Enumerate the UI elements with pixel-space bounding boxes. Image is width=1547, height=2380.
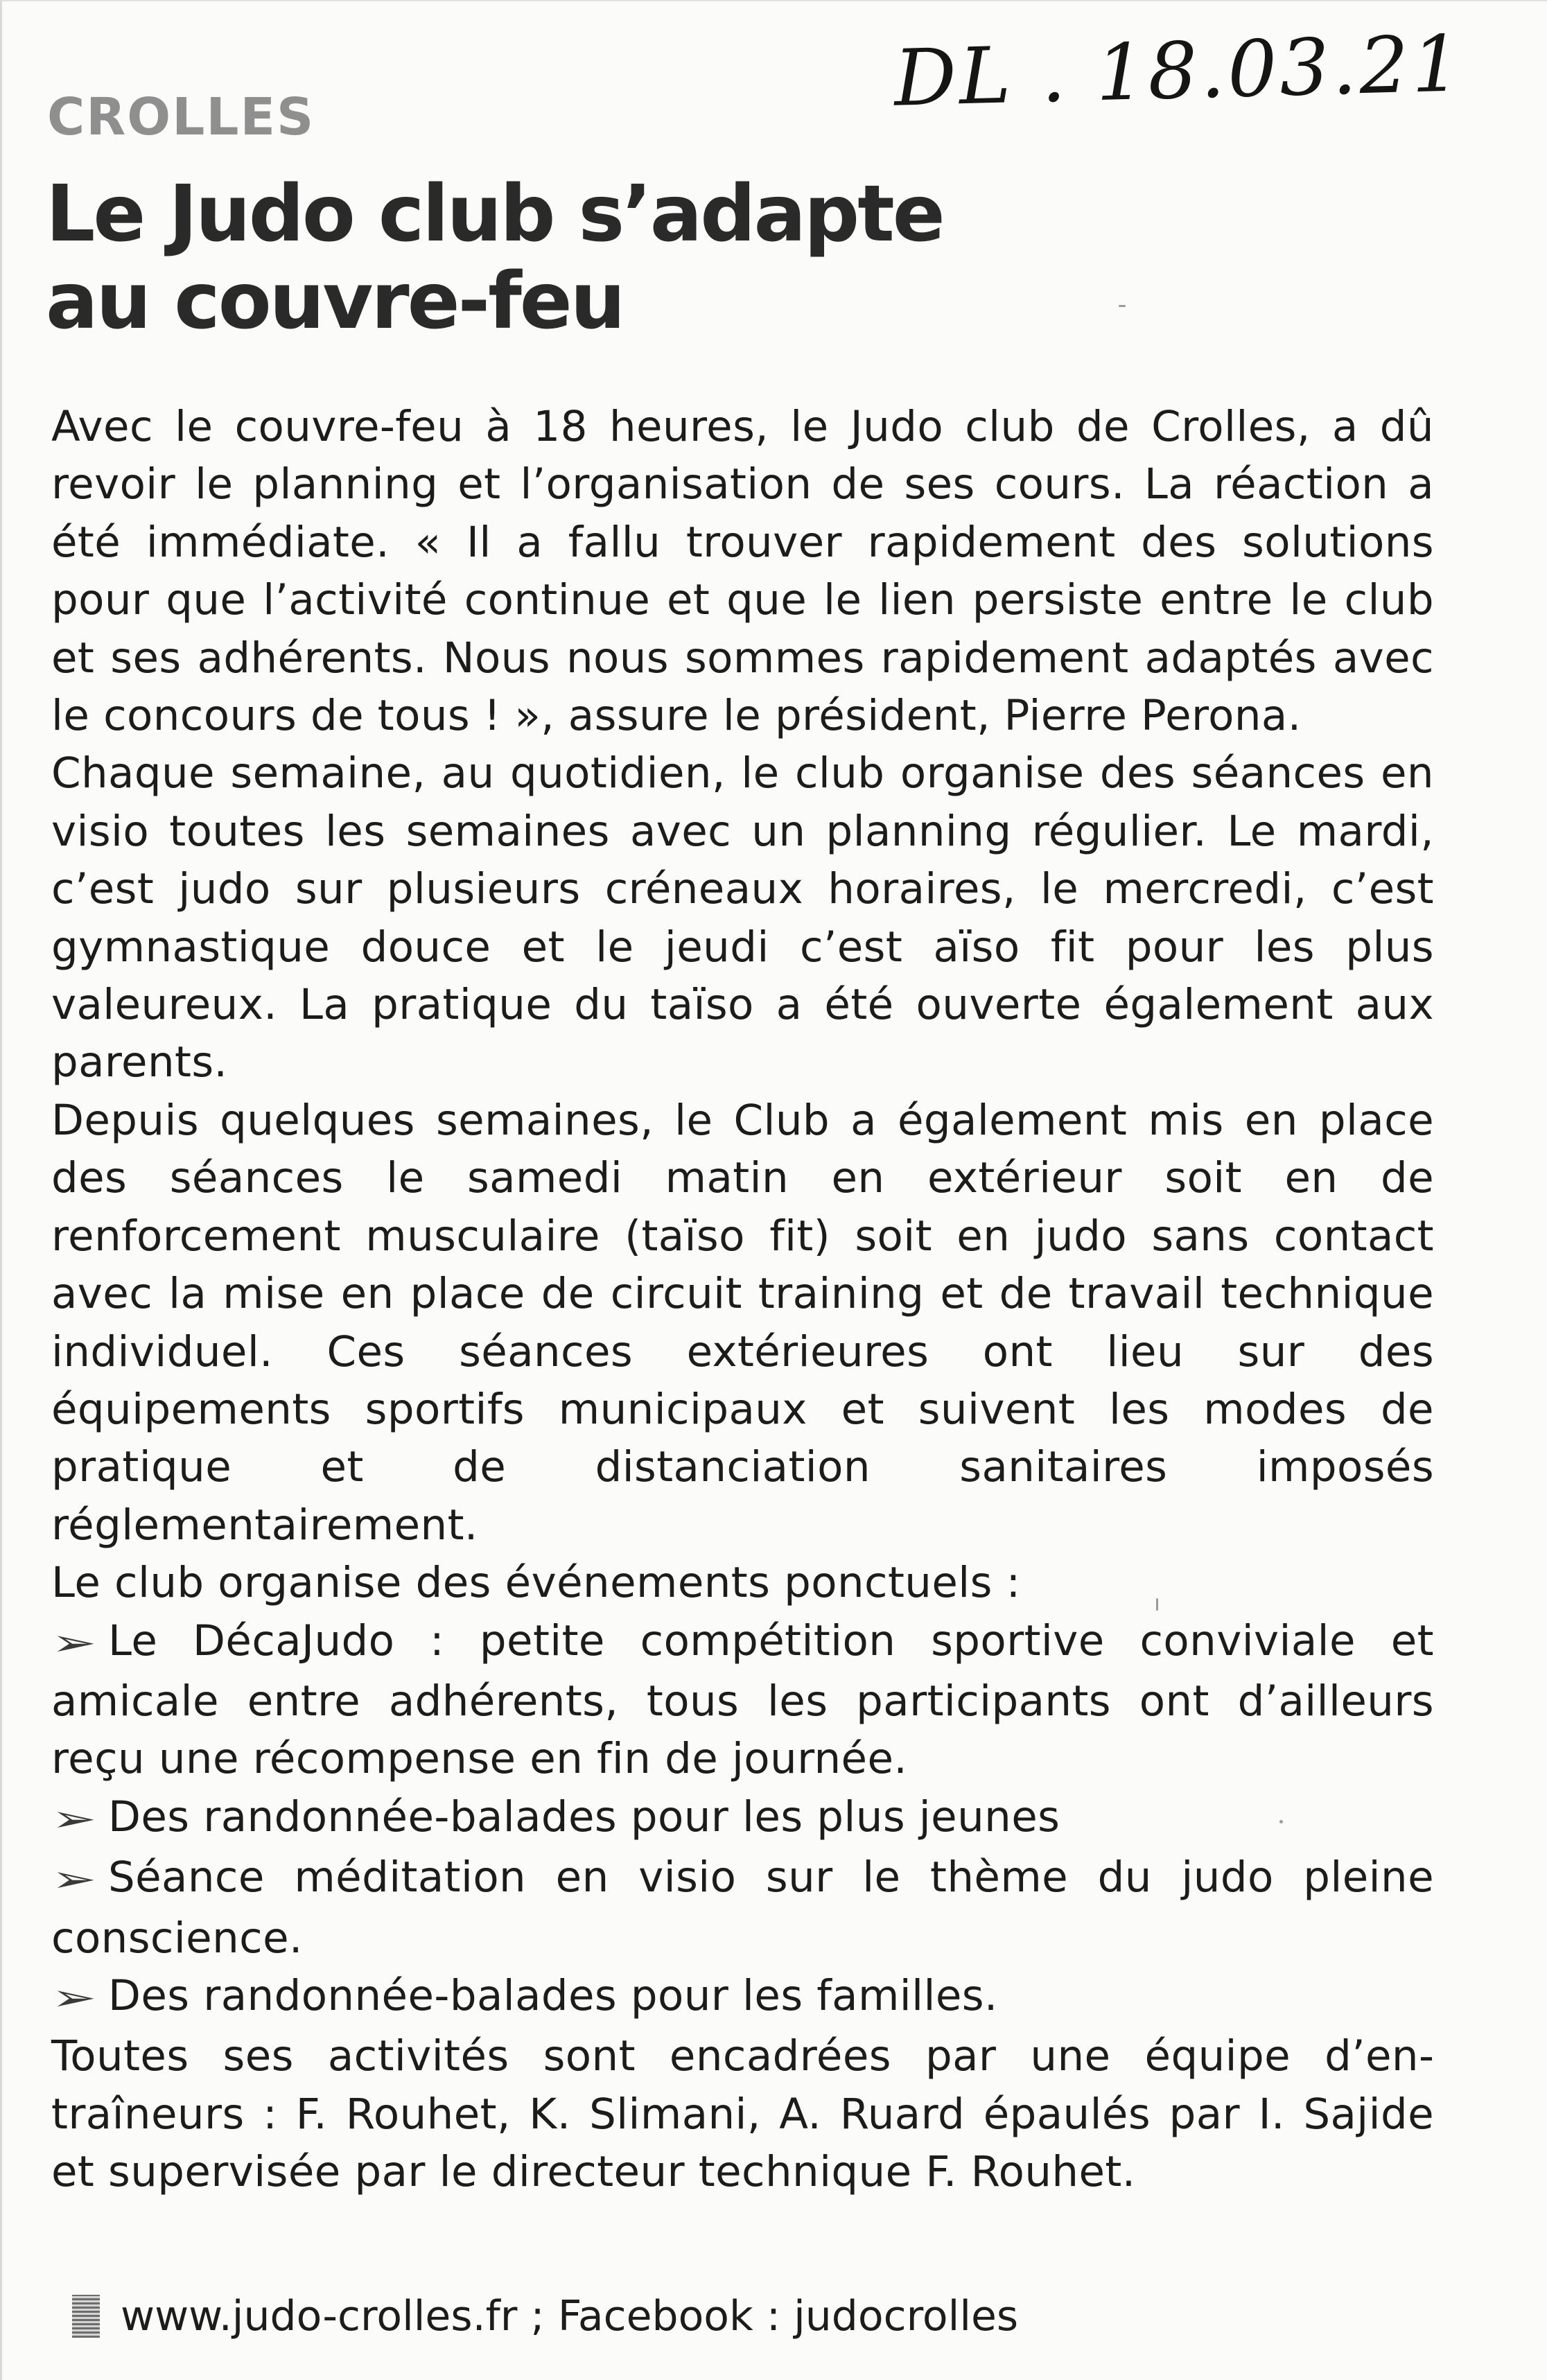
arrow-bullet-icon: ➢: [51, 1622, 97, 1664]
list-item-text: Séance méditation en visio sur le thème du judo pleine conscience.: [51, 1853, 1434, 1963]
arrow-bullet-icon: ➢: [51, 1859, 97, 1901]
headline-line-2: au couvre-feu: [46, 256, 624, 347]
paragraph-weekly-sessions: Chaque semaine, au quotidien, le club organise des séances en visio toutes les semaines avec un planning régulier. Le mardi, c’est judo sur plusieurs créneaux horaires, le mercredi, c’est gymnastique douce et le jeudi c’est aïso fit pour les plus valeureux. La pratique du taïso a été ouverte également aux parents.: [51, 749, 1434, 1087]
list-item: [51, 1967, 1434, 2027]
article-body: [51, 398, 1434, 2201]
paragraph-coaching-team: Toutes ses activités sont encadrées par une équipe d’entraîneurs : F. Rouhet, K. Slimani, A. Ruard épaulés par I. Sajide et supervisée par le directeur technique F. Rouhet.: [51, 2031, 1434, 2197]
list-item-text: Des randonnée-balades pour les plus jeunes: [108, 1792, 1060, 1841]
paragraph-outdoor-sessions: Depuis quelques semaines, le Club a également mis en place des séances le samedi matin en extérieur soit en de renforcement musculaire (taïso fit) soit en judo sans contact avec la mise en place de circuit training et de travail technique individuel. Ces séances extérieures ont lieu sur des équipements sportifs municipaux et suivent les modes de pratique et de distanciation sanitaires imposés réglementairement.: [51, 1095, 1434, 1550]
arrow-bullet-icon: ➢: [51, 1977, 97, 2019]
scan-speck: [1279, 1820, 1283, 1823]
headline-line-1: Le Judo club s’adapte: [46, 169, 943, 259]
footer-block-icon: [72, 2295, 100, 2338]
footer-contact: www.judo-crolles.fr ; Facebook : judocrolles: [121, 2292, 1019, 2340]
scan-speck: [1156, 1598, 1158, 1611]
paragraph-intro: Avec le couvre-feu à 18 heures, le Judo club de Crolles, a dû revoir le planning et l’organisation de ses cours. La réaction a été immédiate. « Il a fallu trouver rapidement des solutions pour que l’activité continue et que le lien persiste entre le club et ses adhérents. Nous nous sommes rapidement adaptés avec le concours de tous ! », assure le président, Pierre Perona.: [51, 402, 1434, 741]
list-item: [51, 1848, 1434, 1967]
section-kicker: CROLLES: [47, 87, 315, 147]
article-footer: [72, 2287, 1018, 2345]
article-headline: [46, 170, 1155, 345]
list-item-text: Le DécaJudo : petite compétition sportive conviviale et amicale entre adhérents, tous les participants ont d’ailleurs reçu une récompense en fin de journée.: [51, 1616, 1434, 1784]
list-item: [51, 1788, 1434, 1848]
scan-speck: [1119, 305, 1126, 307]
paragraph-events-intro: Le club organise des événements ponctuels :: [51, 1558, 1021, 1608]
list-item: [51, 1612, 1434, 1788]
list-item-text: Des randonnée-balades pour les familles.: [108, 1970, 998, 2020]
handwritten-date: DL . 18.03.21: [893, 19, 1465, 124]
arrow-bullet-icon: ➢: [51, 1798, 97, 1840]
